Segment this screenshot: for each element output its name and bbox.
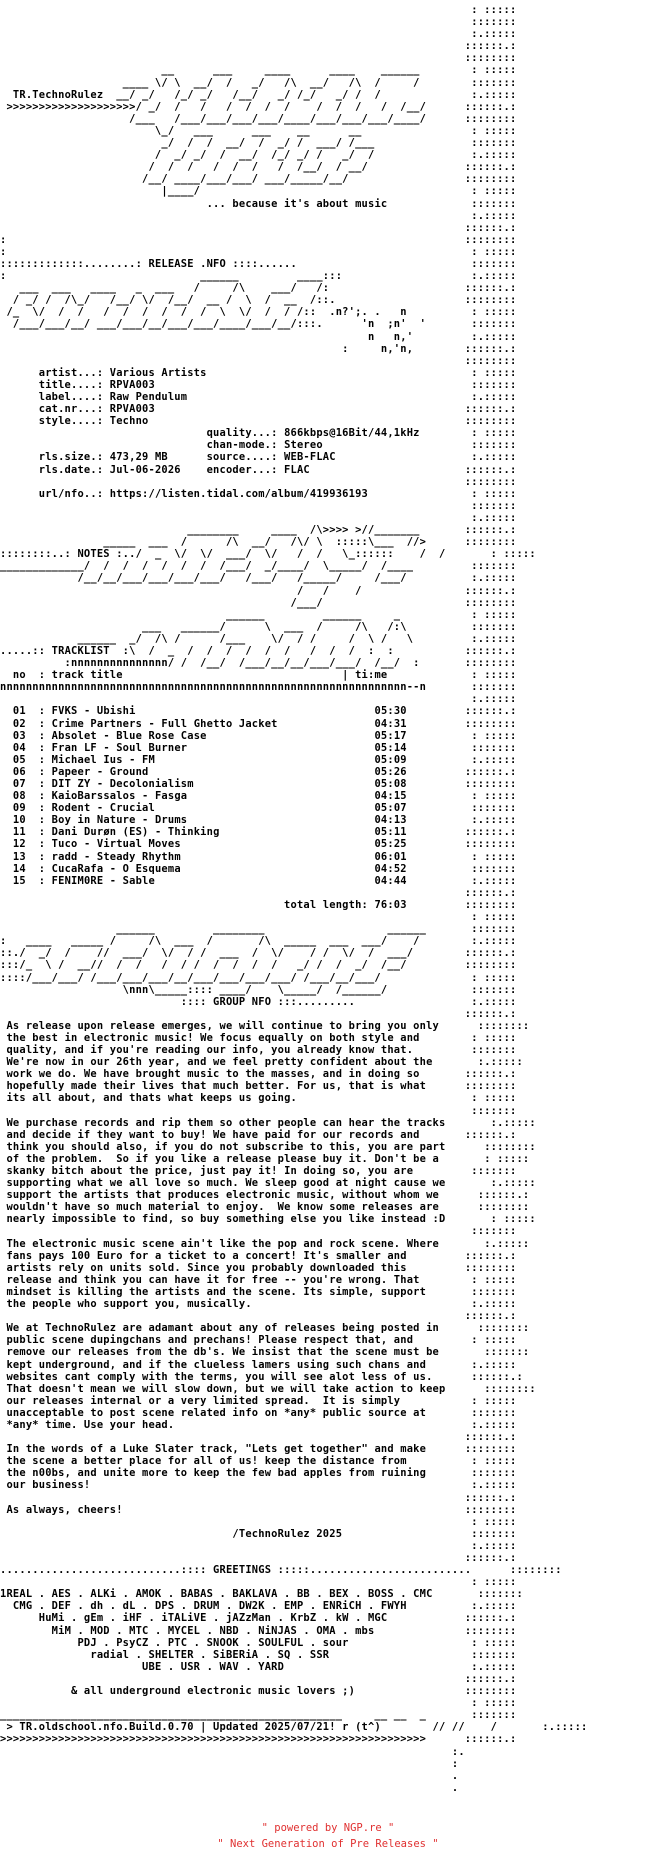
quality-value: 866kbps@16Bit/44,1kHz [284,427,420,440]
track-title: KaioBarssalos - Fasga [51,790,188,803]
track-title: Fran LF - Soul Burner [51,741,188,754]
track-title: Papeer - Ground [51,765,149,778]
track-title: Tuco - Virtual Moves [51,838,181,851]
nfo-text-line: release and think you can have it for free -- you're wrong. That [6,1273,420,1286]
track-title: FENIM0RE - Sable [51,874,155,887]
track-number: 08 [12,790,26,803]
track-title: Boy in Nature - Drums [51,814,188,827]
artist-value: Various Artists [109,366,207,379]
track-row: 13 : radd - Steady Rhythm 06:01 [12,850,407,863]
build-info: TR.oldschool.nfo.Build.0.70 | Updated 2025/07/21 [19,1721,330,1734]
nfo-text-line: websites cant comply with the terms, you will see alot less of us. [6,1370,433,1383]
nfo-text-line: the scene a better place for all of us! keep the distance from [6,1455,407,1468]
track-time: 04:44 [374,874,407,887]
nfo-text-line: remove our releases from the db's. We insist that the scene must be [6,1346,439,1359]
track-row: 01 : FVKS - Ubishi 05:30 [12,705,407,718]
track-row: 15 : FENIM0RE - Sable 04:44 [12,874,407,887]
track-number: 10 [12,814,26,827]
track-time: 05:09 [374,753,407,766]
track-row: 08 : KaioBarssalos - Fasga 04:15 [12,790,407,803]
track-title: Rodent - Crucial [51,802,155,815]
greetings-line: HuMi . gEm . iHF . iTALiVE . jAZzMan . KrbZ . kW . MGC [38,1612,388,1625]
nfo-text-line: the n00bs, and unite more to keep the few bad apples from ruining [6,1467,427,1480]
title-value: RPVA003 [109,378,155,391]
track-number: 13 [12,850,26,863]
nfo-text-line: unacceptable to post scene related info on *any* public source at [6,1406,427,1419]
track-title: CucaRafa - O Esquema [51,862,181,875]
nfo-text-line: wouldn't have so much material to enjoy. We know some releases are [6,1201,439,1214]
style-value: Techno [109,415,149,428]
track-time: 04:52 [374,862,407,875]
nfo-text-line: nearly impossible to find, so buy something else you like instead :D [6,1213,446,1226]
nfo-text-line: fans pays 100 Euro for a ticket to a concert! It's smaller and [6,1249,407,1262]
group-name: TR.TechnoRulez [12,88,104,101]
track-row: 04 : Fran LF - Soul Burner 05:14 [12,741,407,754]
track-row: 06 : Papeer - Ground 05:26 [12,765,407,778]
nfo-text-line: skanky bitch about the price, just pay it! In doing so, you are [6,1165,414,1177]
track-number: 14 [12,862,26,875]
chanmode-value: Stereo [284,439,323,452]
track-row: 14 : CucaRafa - O Esquema 04:52 [12,862,407,875]
nfo-text-line: mindset is killing the artists and the scene. Its simple, support [6,1285,427,1298]
tracklist-label: TRACKLIST [51,644,110,657]
track-number: 03 [12,729,26,742]
nfo-text-line: work we do. We have brought music to the masses, and in doing so [6,1068,420,1081]
nfo-text-line: artists rely on units sold. Since you probably downloaded this [6,1261,407,1274]
track-row: 10 : Boy in Nature - Drums 04:13 [12,814,407,827]
nfo-text-line: As always, cheers! [6,1503,123,1516]
col-title-header: track title [51,669,123,682]
track-title: Absolet - Blue Rose Case [51,729,207,742]
nfo-text: : ::::: ::::::: :.::::: ::::::.: :::::::: __ ___ ____ ____ ______ : ::::: ____ \/ \ __/ / _/ /\ __/ /\ / / ::::::: TR.TechnoRulez __/ _/ /_/ _/ /__/ _/ /_/ _/ / / :.::::: >>>>>>>>>>>>>>>>>>>>/ _/ / / / / / / / / / / /__/ ::::::.: /___ /___/___/___/___/____/___/___/___/____/ :::::::: \_/ ___ ___ __ __ : ::::: _/ / / __/ / _/ / ___/ /___ ::::::: / _/ _/ / __/ /_/ _/ / _/ / :.::::: / / / / / / / /__/ / __/ ::::::.: /__/ ____/___/___/ ___/_____/__/ :::::::: |____/ : ::::: ... because it's about music ::::::: :.::::: ::::::.: : :::::::: : : ::::: :::::::::::::........: RELEASE .NFO ::::...... ::::::: : ______ ____::: :.::::: ___ ___ ____ _ ___ / /\ ___/ /: ::::::.: / _/ / /\_/ /__/ \/ /__/ __ / \ / __ /::. :::::::: /_ \/ / / / / / / / / \ \/ / / /:: .n?';. . n : ::::: /___/___/__/ ___/___/__/___/___/____/___/__/:::. 'n ;n' ' ::::::: n n,' :.::::: : n,'n, ::::::.: :::::::: artist...: Various Artists : ::::: title....: RPVA003 ::::::: label....: Raw Pendulum :.::::: cat.nr...: RPVA003 ::::::.: style....: Techno :::::::: quality...: 866kbps@16Bit/44,1kHz : ::::: chan-mode.: Stereo ::::::: rls.size.: 473,29 MB source....: WEB-FLAC :.::::: rls.date.: Jul-06-2026 encoder...: FLAC ::::::.: :::::::: url/nfo..: https://listen.tidal.com/album/419936193 : ::::: ::::::: :.::::: ________ ____ /\>>>> >//_______ ::::::.: _____ ___ / /\ __/ /\/ \ :::::\___ //> :::::::: ::::::::..: NOTES :../ _ \/ \/ ___/ \/ / / \_:::::: / / : ::::: _____________/ / / / / / / /___/ _/____/ \_____/ /____ ::::::: /__/__/___/___/___/___/ /___/ /_____/ /___/ :.::::: / / / ::::::.: /___/ :::::::: ______ ______ _ : ::::: ___ ______/ \ ___ / /\ /:\ ::::::: ______ _/ /\ / /___ \/ / / / \ / \ :.::::: .....:: TRACKLIST :\ / _ / / / / / / / / / : : ::::::.: :nnnnnnnnnnnnnnn/ / /__/ /___/__/__/___/___/ /__/ : :::::::: no : track title | ti:me : ::::: nnnnnnnnnnnnnnnnnnnnnnnnnnnnnnnnnnnnnnnnnnnnnnnnnnnnnnnnnnnnnnn--n ::::::: :.::::: 01 : FVKS - Ubishi 05:30 ::::::.: 02 : Crime Partners - Full Ghetto Jacket 04:31 :::::::: 03 : Absolet - Blue Rose Case 05:17 : ::::: 04 : Fran LF - Soul Burner 05:14 ::::::: 05 : Michael Ius - FM 05:09 :.::::: 06 : Papeer - Ground 05:26 ::::::.: 07 : DIT ZY - Decolonialism 05:08 :::::::: 08 : KaioBarssalos - Fasga 04:15 : ::::: 09 : Rodent - Crucial 05:07 ::::::: 10 : Boy in Nature - Drums 04:13 :.::::: 11 : Dani Durøn (ES) - Thinking 05:11 ::::::.: 12 : Tuco - Virtual Moves 05:25 :::::::: 13 : radd - Steady Rhythm 06:01 : ::::: 14 : CucaRafa - O Esquema 04:52 ::::::: 15 : FENIM0RE - Sable 04:44 :.::::: ::::::.: total length: 76:03 :::::::: : ::::: ______ ________ ______ ::::::: : ____ _____ / /\ ___ / /\ _____ ___ ___/ / :.::::: ::./ _/ / // ___/ \/ / / ___ / \/ / / \/ / ___/ ::::::.: :::/_ \ / __// / / / / / / / / / _/ / / _/ /__/ :::::::: ::::/___/___/ /___/___/___/__/___/___/___/___/ /___/__/___/ : ::::: \nnn\_____:::: ____/ \_____/ /______/ ::::::: :::: GROUP NFO :::......... :.::::: ::::::.: As release upon release emerges, we will continue to bring you only :::::::: the best in electronic music! We focus equally on both style and : ::::: quality, and if you're reading our info, you already know that. ::::::: We're now in our 26th year, and we feel pretty confident about the :.::::: work we do. We have brought music to the masses, and in doing so ::::::.: hopefully made their lives that much better. For us, that is what :::::::: its all about, and thats what keeps us going. : ::::: ::::::: We purchase records and rip them so other people can hear the tracks :.::::: and decide if they want to buy! We have paid for our records and ::::::.: think you should also, if you do not subscribe to this, you are part :::::::: of the problem. So if you like a release please buy it. Don't be a : ::::: skanky bitch about the price, just pay it! In doing so, you are ::::::: supporting what we all love so much. We sleep good at night cause we :.::::: support the artists that produces electronic music, without whom we ::::::.: wouldn't have so much material to enjoy. We know some releases are :::::::: nearly impossible to find, so buy something else you like instead :D : ::::: ::::::: The electronic music scene ain't like the pop and rock scene. Where :.::::: fans pays 100 Euro for a ticket to a concert! It's smaller and ::::::.: artists rely on units sold. Since you probably downloaded this :::::::: release and think you can have it for free -- you're wrong. That : ::::: mindset is killing the artists and the scene. Its simple, support ::::::: the people who support you, musically. :.::::: ::::::.: We at TechnoRulez are adamant about any of releases being posted in :::::::: public scene dupingchans and prechans! Please respect that, and : ::::: remove our releases from the db's. We insist that the scene must be ::::::: kept underground, and if the clueless lamers using such chans and :.::::: websites cant comply with the terms, you will see alot less of us. ::::::.: That doesn't mean we will slow down, but we will take action to keep :::::::: our releases internal or a very limited spread. It is simply : ::::: unacceptable to post scene related info on *any* public source at ::::::: *any* time. Use your head. :.::::: ::::::.: In the words of a Luke Slater track, "Lets get together" and make :::::::: the scene a better place for all of us! keep the distance from : ::::: the n00bs, and unite more to keep the few bad apples from ruining ::::::: our business! :.::::: ::::::.: As always, cheers! :::::::: : ::::: /TechnoRulez 2025 ::::::: :.::::: ::::::.: ............................:::: GREETINGS :::::......................... :::::::: : ::::: 1REAL . AES . ALKi . AMOK . BABAS . BAKLAVA . BB . BEX . BOSS . CMC ::::::: CMG . DEF . dh . dL . DPS . DRUM . DW2K . EMP . ENRiCH . FWYH :.::::: HuMi . gEm . iHF . iTALiVE . jAZzMan . KrbZ . kW . MGC ::::::.: MiM . MOD . MTC . MYCEL . NBD . NiNJAS . OMA . mbs :::::::: PDJ . PsyCZ . PTC . SNOOK . SOULFUL . sour : ::::: radial . SHELTER . SiBERiA . SQ . SSR ::::::: UBE . USR . WAV . YARD :.::::: ::::::.: & all underground electronic music lovers ;) :::::::: : ::::: _____________________________________________________ __ __ _ ::::::: > TR.oldschool.nfo.Build.0.70 | Updated 2025/07/21! r (t^) // // / :.::::: >>>>>>>>>>>>>>>>>>>>>>>>>>>>>>>>>>>>>>>>>>>>>>>>>>>>>>>>>>>>>>>>>> ::::::.: :. : . . [0,4,588,1794]
nfo-text-line: support the artists that produces electronic music, without whom we [6,1189,439,1202]
nfo-text-line: As release upon release emerges, we will continue to bring you only [6,1019,439,1032]
track-title: FVKS - Ubishi [51,705,136,718]
track-row: 11 : Dani Durøn (ES) - Thinking 05:11 [12,826,407,839]
nfo-text-line: supporting what we all love so much. We sleep good at night cause we [6,1177,446,1190]
track-row: 12 : Tuco - Virtual Moves 05:25 [12,838,407,851]
nfo-text-line: think you should also, if you do not subscribe to this, you are part [6,1140,446,1153]
track-title: DIT ZY - Decolonialism [51,778,194,790]
track-time: 04:31 [374,717,407,730]
track-time: 05:17 [374,729,407,742]
track-row: 02 : Crime Partners - Full Ghetto Jacket 04:31 [12,717,407,730]
notes-label: NOTES [77,548,110,561]
nfo-text-line: *any* time. Use your head. [6,1418,175,1431]
track-number: 06 [12,765,26,778]
track-number: 12 [12,838,26,851]
label-value: Raw Pendulum [109,391,188,403]
track-time: 05:25 [374,838,407,851]
greetings-line: radial . SHELTER . SiBERiA . SQ . SSR [90,1648,330,1661]
track-title: Crime Partners - Full Ghetto Jacket [51,717,278,730]
track-number: 15 [12,874,26,887]
footer-powered-by: " powered by NGP.re " [261,1822,395,1834]
track-title: Michael Ius - FM [51,753,155,766]
total-length: 76:03 [374,898,407,911]
date-value: Jul-06-2026 [109,463,181,476]
track-time: 05:14 [374,741,407,754]
track-title: radd - Steady Rhythm [51,850,181,863]
nfo-text-line: That doesn't mean we will slow down, but we will take action to keep [6,1382,446,1395]
track-time: 05:26 [374,765,407,778]
track-row: 07 : DIT ZY - Decolonialism 05:08 [12,778,407,790]
track-number: 02 [12,717,26,730]
track-time: 05:08 [374,778,407,790]
nfo-text-line: quality, and if you're reading our info, you already know that. [6,1044,414,1057]
track-row: 03 : Absolet - Blue Rose Case 05:17 [12,729,407,742]
footer-tagline: " Next Generation of Pre Releases " [217,1838,439,1850]
nfo-text-line: hopefully made their lives that much better. For us, that is what [6,1080,427,1093]
size-value: 473,29 MB [109,451,168,464]
release-label: RELEASE .NFO [148,257,226,270]
track-number: 01 [12,705,26,718]
track-number: 11 [12,826,26,839]
track-time: 04:15 [374,790,407,803]
track-row: 05 : Michael Ius - FM 05:09 [12,753,407,766]
nfo-text-line: its all about, and thats what keeps us going. [6,1092,297,1105]
track-number: 09 [12,802,26,815]
track-time: 05:11 [374,826,407,839]
track-time: 06:01 [374,850,407,863]
group-nfo-label: GROUP NFO [213,995,272,1008]
track-number: 07 [12,778,26,790]
nfo-text-line: the best in electronic music! We focus equally on both style and [6,1031,420,1044]
catnr-value: RPVA003 [109,403,155,416]
tagline: ... because it's about music [206,197,388,210]
nfo-text-line: the people who support you, musically. [6,1298,252,1311]
nfo-text-line: We at TechnoRulez are adamant about any of releases being posted in [6,1322,439,1335]
nfo-text-line: of the problem. So if you like a release please buy it. Don't be a [6,1152,439,1165]
url-value: https://listen.tidal.com/album/419936193 [109,487,368,500]
greetings-line: CMG . DEF . dh . dL . DPS . DRUM . DW2K . EMP . ENRiCH . FWYH [12,1600,407,1613]
track-number: 05 [12,753,26,766]
nfo-text-line: We purchase records and rip them so other people can hear the tracks [6,1116,446,1129]
greetings-line: MiM . MOD . MTC . MYCEL . NBD . NiNJAS . OMA . mbs [51,1624,375,1637]
nfo-text-line: our business! [6,1479,91,1492]
nfo-text-line: The electronic music scene ain't like the pop and rock scene. Where [6,1237,439,1250]
nfo-text-line: and decide if they want to buy! We have paid for our records and [6,1128,420,1141]
track-row: 09 : Rodent - Crucial 05:07 [12,802,407,815]
col-time-header: ti:me [355,669,388,682]
track-number: 04 [12,741,26,754]
nfo-text-line: In the words of a Luke Slater track, "Lets get together" and make [6,1443,427,1456]
nfo-text-line: kept underground, and if the clueless lamers using such chans and [6,1358,427,1371]
track-title: Dani Durøn (ES) - Thinking [51,826,220,839]
nfo-text-line: public scene dupingchans and prechans! Please respect that, and [6,1334,414,1347]
nfo-text-line: We're now in our 26th year, and we feel pretty confident about the [6,1056,433,1069]
track-time: 05:07 [374,802,407,815]
greetings-line: UBE . USR . WAV . YARD [142,1660,285,1673]
track-time: 04:13 [374,814,407,827]
track-time: 05:30 [374,705,407,718]
nfo-text-line: our releases internal or a very limited spread. It is simply [6,1394,401,1407]
signature: /TechnoRulez 2025 [232,1527,343,1540]
greetings-label: GREETINGS [213,1564,272,1577]
greetings-closing: & all underground electronic music lovers ;) [71,1685,356,1698]
greetings-line: 1REAL . AES . ALKi . AMOK . BABAS . BAKLAVA . BB . BEX . BOSS . CMC [0,1588,433,1601]
greetings-line: PDJ . PsyCZ . PTC . SNOOK . SOULFUL . sour [77,1636,349,1649]
